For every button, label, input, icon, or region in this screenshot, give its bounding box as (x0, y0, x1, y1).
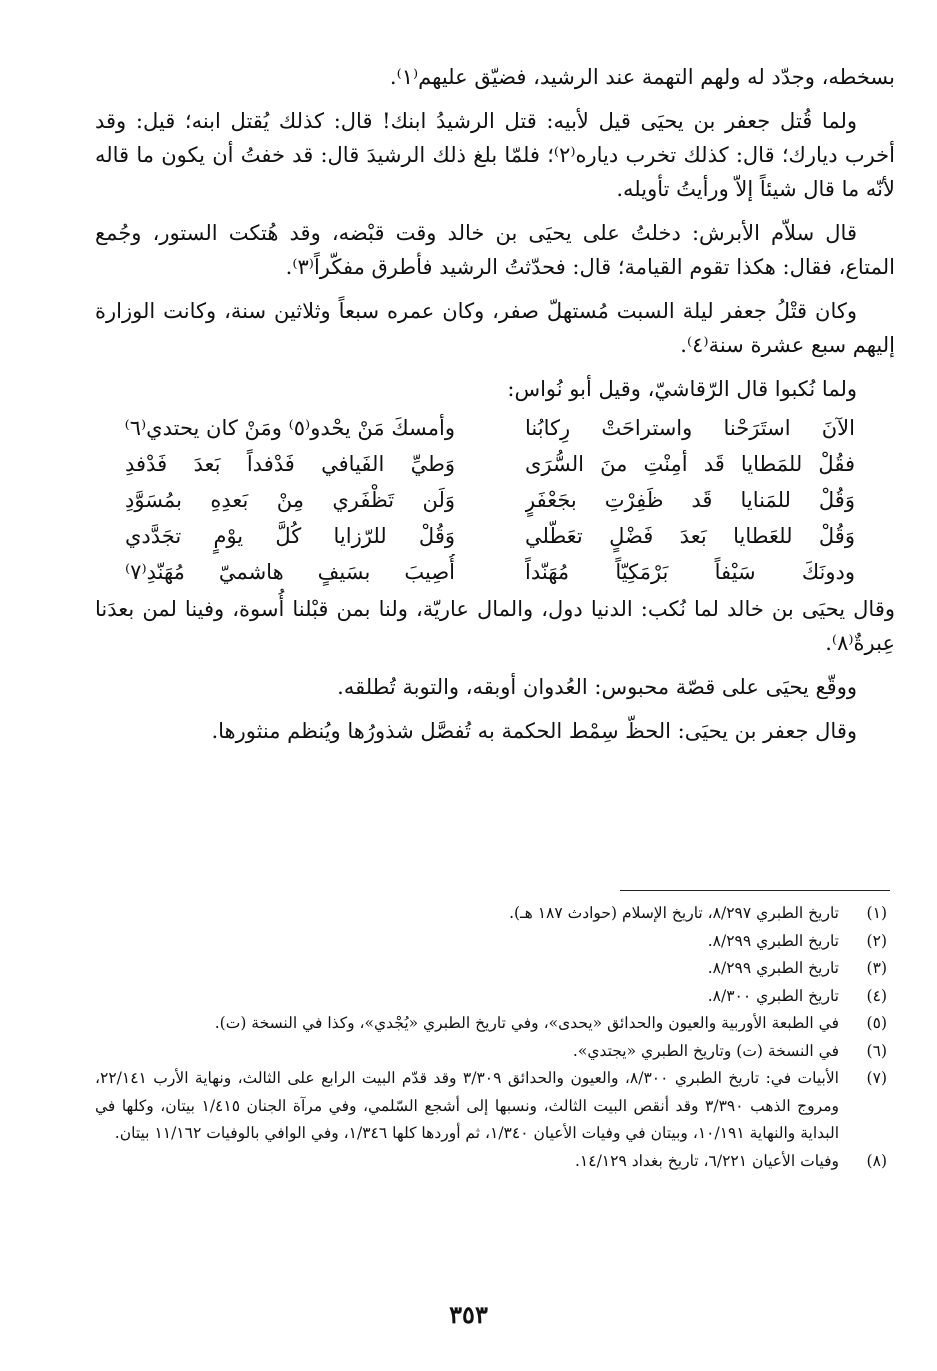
paragraph: ولما نُكبوا قال الرّقاشيّ، وقيل أبو نُواس: (507, 377, 857, 401)
verse-second-hemistich: وَلَن تَظْفَري مِنْ بَعدِهِ بمُسَوَّدِ (125, 488, 455, 512)
poem (95, 410, 895, 590)
paragraph: قال سلاّم الأبرش: دخلتُ على يحيَى بن خالد وقت قبْضه، وقد هُتكت الستور، وجُمع المتاع، فقال: هكذا تقوم القيامة؛ قال: فحدّثتُ الرشيد فأطرق مفكّراً⁽٣⁾. (95, 221, 895, 279)
main-text (95, 60, 895, 758)
footnote (95, 983, 895, 1011)
verse-second-hemistich: وأمسكَ مَنْ يحْدو⁽٥⁾ ومَنْ كان يحتدي⁽٦⁾ (125, 416, 455, 440)
footnote (95, 1148, 895, 1176)
footnote-number: (٧) (866, 1069, 887, 1087)
verse-first-hemistich: فقُلْ للمَطايا قَد أمِنْتِ منَ السُّرَى (525, 452, 855, 476)
verse-first-hemistich: الآنَ استَرَحْنا واستراحَتْ رِكابُنا (525, 416, 855, 440)
paragraph: ووقّع يحيَى على قصّة محبوس: العُدوان أوبقه، والتوبة تُطلقه. (337, 675, 857, 699)
poem-verse (125, 518, 855, 554)
page-number: ٣٥٣ (449, 1300, 488, 1329)
footnote-number: (٥) (866, 1014, 887, 1032)
footnote-text: تاريخ الطبري ٨/٢٩٩. (707, 959, 839, 977)
paragraph: وكان قتْلُ جعفر ليلة السبت مُستهلّ صفر، وكان عمره سبعاً وثلاثين سنة، وكانت الوزارة إليهم سبع عشرة سنة⁽٤⁾. (95, 299, 895, 357)
verse-first-hemistich: وَقُلْ للعَطايا بَعدَ فَضْلٍ تعَطّلي (525, 524, 855, 548)
footnote-text: تاريخ الطبري ٨/٢٩٧، تاريخ الإسلام (حوادث ١٨٧ هـ). (509, 904, 839, 922)
paragraph: بسخطه، وجدّد له ولهم التهمة عند الرشيد، فضيّق عليهم⁽١⁾. (389, 65, 895, 89)
footnote (95, 928, 895, 956)
footnote-number: (٢) (866, 931, 887, 950)
footnotes (95, 900, 895, 1175)
footnote-number: (٨) (866, 1151, 887, 1170)
paragraph: وقال يحيَى بن خالد لما نُكب: الدنيا دول، والمال عاريّة، ولنا بمن قبْلنا أُسوة، وفينا لمن بعدَنا عِبرةٌ⁽٨⁾. (95, 597, 895, 655)
footnote-number: (٤) (866, 986, 887, 1005)
footnote (95, 900, 895, 928)
footnote-text: وفيات الأعيان ٦/٢٢١، تاريخ بغداد ١٤/١٢٩. (574, 1151, 839, 1170)
footnote-text: الأبيات في: تاريخ الطبري ٨/٣٠٠، والعيون والحدائق ٣/٣٠٩ وقد قدّم البيت الرابع على الثالث، ونهاية الأرب ٢٢/١٤١، ومروج الذهب ٣/٣٩٠ وقد أنقص البيت الثالث، ونسبها إلى أشجع السّلمي، وفي مرآة الجنان ١/٤١٥ بيتان، وكلها في البداية والنهاية ١٠/١٩١، وبيتان في وفيات الأعيان ١/٣٤٠، ثم أوردها كلها ١/٣٤٦، وفي الوافي بالوفيات ١١/١٦٢ بيتان. (95, 1069, 839, 1142)
poem-verse (125, 446, 855, 482)
poem-verse (125, 482, 855, 518)
footnote-number: (٣) (866, 959, 887, 977)
footnote-text: تاريخ الطبري ٨/٣٠٠. (707, 986, 839, 1005)
footnote-text: في النسخة (ت) وتاريخ الطبري «يجتدي». (572, 1041, 839, 1060)
verse-first-hemistich: ودونَكَ سَيْفاً بَرْمَكِيّاً مُهَنّداً (525, 560, 855, 584)
footnote-text: تاريخ الطبري ٨/٢٩٩. (707, 931, 839, 950)
footnote (95, 955, 895, 983)
paragraph: وقال جعفر بن يحيَى: الحظّ سِمْط الحكمة به تُفصَّل شذورُها ويُنظم منثورها. (211, 719, 857, 743)
footnote-number: (١) (866, 904, 887, 922)
footnote-text: في الطبعة الأوربية والعيون والحدائق «يحدى»، وفي تاريخ الطبري «يُجْدي»، وكذا في النسخة (ت). (214, 1014, 839, 1032)
verse-second-hemistich: وَطيِّ الفَيافي فَدْفداً بَعدَ فَدْفدِ (125, 452, 455, 476)
footnote (95, 1065, 895, 1148)
verse-first-hemistich: وَقُلْ للمَنايا قَد ظَفِرْتِ بجَعْفَرٍ (525, 488, 855, 512)
footnote-separator (620, 890, 890, 891)
footnote-number: (٦) (866, 1041, 887, 1060)
poem-verse (125, 554, 855, 590)
verse-second-hemistich: أُصِيبَ بسَيفٍ هاشميّ مُهَنّدِ⁽٧⁾ (125, 560, 455, 584)
footnote (95, 1038, 895, 1066)
poem-verse (125, 410, 855, 446)
verse-second-hemistich: وَقُلْ للرّزايا كُلَّ يوْمٍ تجَدَّدي (125, 524, 455, 548)
paragraph: ولما قُتل جعفر بن يحيَى قيل لأبيه: قتل الرشيدُ ابنك! قال: كذلك يُقتل ابنه؛ قيل: وقد أخرب ديارك؛ قال: كذلك تخرب دياره⁽٢⁾؛ فلمّا بلغ ذلك الرشيدَ قال: قد خفتُ أن يكون ما قاله لأنّه ما قال شيئاً إلاّ ورأيتُ تأويله. (95, 109, 895, 201)
footnote (95, 1010, 895, 1038)
